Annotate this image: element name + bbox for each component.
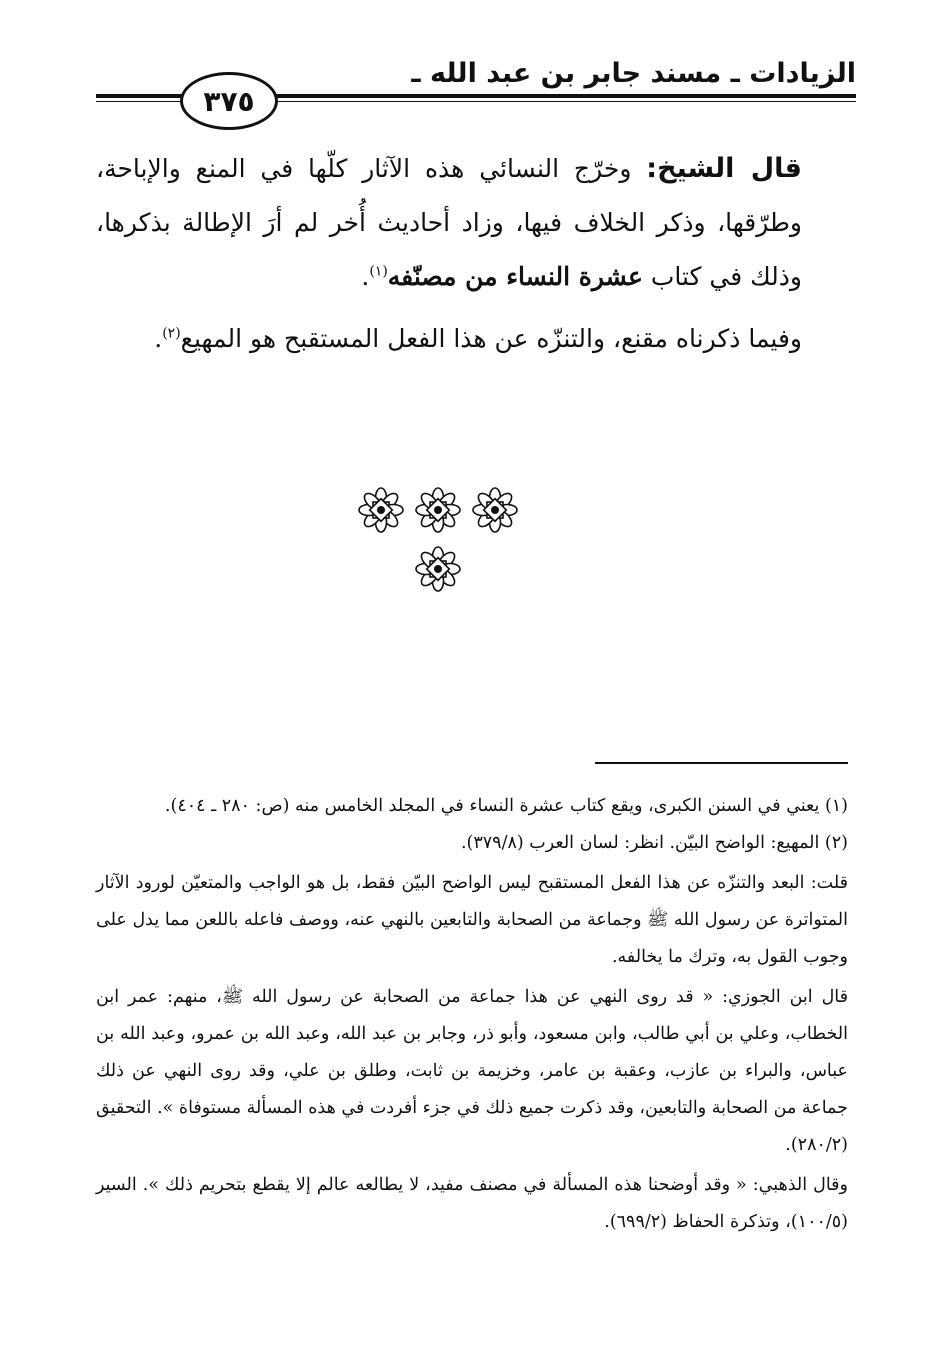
speaker-label: قال الشيخ: xyxy=(646,153,802,184)
floral-star-icon xyxy=(357,486,405,534)
footnote-quote-dhahabi: وقال الذهبي: « وقد أوضحنا هذه المسألة في مصنف مفيد، لا يطالعه عالم إلا يقطع بتحريم ذلك ». السير (١٠٠/٥)، وتذكرة الحفاظ (٦٩٩/٢). xyxy=(96,1175,848,1232)
footnote-quote-ibn-aljawzi: قال ابن الجوزي: « قد روى النهي عن هذا جماعة من الصحابة عن رسول الله ﷺ، منهم: عمر ابن الخطاب، وعلي بن أبي طالب، وابن مسعود، وأبو ذر، وجابر بن عبد الله، وعبد الله بن عمرو، وعبد الله بن عباس، والبراء بن عازب، وعقبة بن عامر، وخزيمة بن ثابت، وطلق بن علي، وقد روى النهي عن ذلك جماعة من الصحابة والتابعين، وقد ذكرت جميع ذلك في جزء أفردت في هذه المسألة مستوفاة ». التحقيق (٢٨٠/٢). xyxy=(96,987,848,1155)
page-number: ٣٧٥ xyxy=(180,72,278,130)
floral-star-icon xyxy=(471,486,519,534)
paragraph-2 xyxy=(96,312,802,366)
paragraph-2-end: . xyxy=(154,324,163,353)
footnote-ref-1: (١) xyxy=(369,263,388,280)
paragraph-1-end: . xyxy=(361,262,370,291)
paragraph-1 xyxy=(96,142,802,304)
footnote-separator xyxy=(595,762,848,764)
running-header-title: الزيادات ـ مسند جابر بن عبد الله ـ xyxy=(411,58,856,89)
footnotes xyxy=(96,788,848,1241)
footnote-ref-2: (٢) xyxy=(162,325,181,342)
paragraph-1-text: وخرّج النسائي هذه الآثار كلّها في المنع والإباحة، وطرّقها، وذكر الخلاف فيها، وزاد أحاديث أُخر لم أرَ الإطالة بذكرها، وذلك في كتاب xyxy=(96,154,802,291)
book-title-emphasis: عشرة النساء من مصنّفه xyxy=(387,262,643,291)
floral-star-icon xyxy=(414,486,462,534)
main-text xyxy=(96,142,802,366)
footnote-1: (١) يعني في السنن الكبرى، ويقع كتاب عشرة النساء في المجلد الخامس منه (ص: ٢٨٠ ـ ٤٠٤). xyxy=(164,796,848,816)
floral-star-icon xyxy=(414,545,462,593)
footnote-note-comment: قلت: البعد والتنزّه عن هذا الفعل المستقبح ليس الواضح البيّن فقط، بل هو الواجب والمتعيّن لورود الآثار المتواترة عن رسول الله ﷺ وجماعة من الصحابة والتابعين بالنهي عنه، ووصف فاعله باللعن مما يدل على وجوب القول به، وترك ما يخالفه. xyxy=(96,873,848,967)
paragraph-2-text: وفيما ذكرناه مقنع، والتنزّه عن هذا الفعل المستقبح هو المهيع xyxy=(180,324,802,353)
footnote-2: (٢) المهيع: الواضح البيّن. انظر: لسان العرب (٣٧٩/٨). xyxy=(460,833,848,853)
